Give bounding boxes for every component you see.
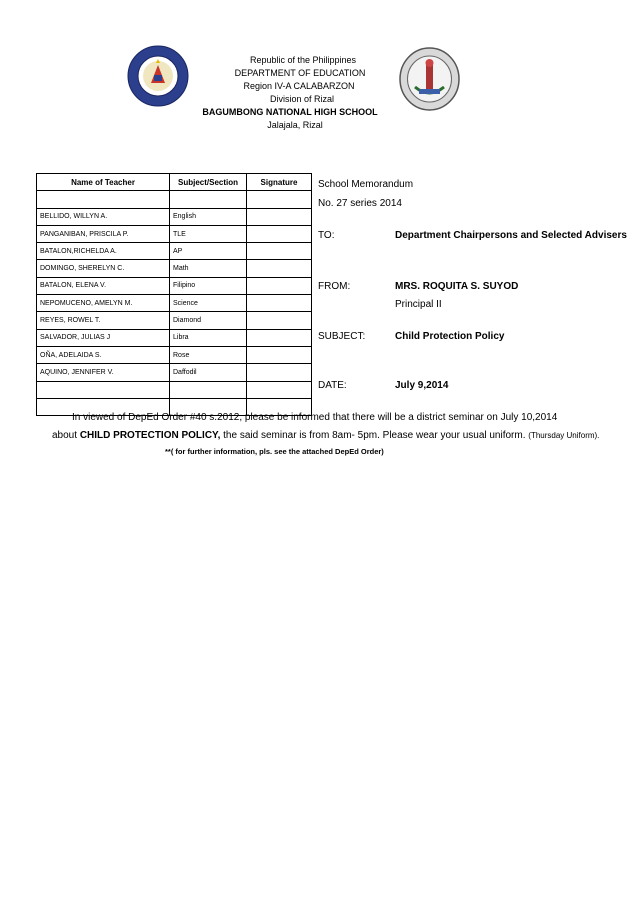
teacher-name-cell: OÑA, ADELAIDA S.	[37, 346, 170, 363]
date-value: July 9,2014	[395, 380, 449, 391]
subject-section-cell: TLE	[170, 225, 247, 242]
to-label: TO:	[318, 230, 335, 241]
signature-cell[interactable]	[247, 277, 312, 294]
signature-cell[interactable]	[247, 364, 312, 381]
table-row	[37, 243, 312, 260]
subject-section-cell: Science	[170, 295, 247, 312]
teacher-name-cell: SALVADOR, JULIAS J	[37, 329, 170, 346]
table-row	[37, 329, 312, 346]
body-line-2	[52, 430, 599, 441]
signature-cell[interactable]	[247, 312, 312, 329]
subject-section-cell: AP	[170, 243, 247, 260]
teacher-name-cell: PANGANIBAN, PRISCILA P.	[37, 225, 170, 242]
table-row	[37, 208, 312, 225]
table-header-row	[37, 174, 312, 191]
memo-title: School Memorandum	[318, 179, 414, 190]
attached-order-note: **( for further information, pls. see the attached DepEd Order)	[165, 447, 384, 456]
table-row	[37, 346, 312, 363]
signature-cell[interactable]	[247, 381, 312, 398]
to-value: Department Chairpersons and Selected Advisers	[395, 230, 627, 241]
date-label: DATE:	[318, 380, 347, 391]
signature-cell[interactable]	[247, 208, 312, 225]
column-header-name: Name of Teacher	[37, 174, 170, 191]
teacher-name-cell: BATALON, ELENA V.	[37, 277, 170, 294]
teacher-name-cell: AQUINO, JENNIFER V.	[37, 364, 170, 381]
table-row	[37, 225, 312, 242]
teacher-name-cell: BATALON,RICHELDA A.	[37, 243, 170, 260]
signature-cell[interactable]	[247, 329, 312, 346]
subject-section-cell: Daffodil	[170, 364, 247, 381]
signature-cell[interactable]	[247, 260, 312, 277]
subject-section-cell: Libra	[170, 329, 247, 346]
teacher-name-cell	[37, 381, 170, 398]
subject-section-cell: Filipino	[170, 277, 247, 294]
teacher-name-cell: BELLIDO, WILLYN A.	[37, 208, 170, 225]
memo-number: No. 27 series 2014	[318, 198, 402, 209]
table-row	[37, 364, 312, 381]
signature-cell[interactable]	[247, 191, 312, 208]
school-name: BAGUMBONG NATIONAL HIGH SCHOOL	[202, 107, 378, 117]
from-label: FROM:	[318, 281, 351, 292]
table-body	[37, 191, 312, 416]
body-line-2-rest: the said seminar is from 8am- 5pm. Please wear your usual uniform.	[220, 430, 529, 441]
from-position: Principal II	[395, 299, 442, 310]
teacher-name-cell: DOMINGO, SHERELYN C.	[37, 260, 170, 277]
table-row	[37, 312, 312, 329]
column-header-signature: Signature	[247, 174, 312, 191]
teacher-name-cell: NEPOMUCENO, AMELYN M.	[37, 295, 170, 312]
letterhead	[150, 54, 450, 132]
subject-section-cell	[170, 191, 247, 208]
signature-cell[interactable]	[247, 243, 312, 260]
subject-section-cell: Rose	[170, 346, 247, 363]
signature-cell[interactable]	[247, 295, 312, 312]
subject-value: Child Protection Policy	[395, 331, 505, 342]
republic-line: Republic of the Philippines	[249, 55, 357, 65]
teacher-signature-table	[36, 173, 312, 416]
region-line: Region IV-A CALABARZON	[243, 81, 355, 91]
table-row	[37, 381, 312, 398]
signature-cell[interactable]	[247, 225, 312, 242]
table-row	[37, 260, 312, 277]
subject-label: SUBJECT:	[318, 331, 366, 342]
teacher-name-cell: REYES, ROWEL T.	[37, 312, 170, 329]
subject-section-cell: English	[170, 208, 247, 225]
body-line-1: In viewed of DepEd Order #40 s.2012, please be informed that there will be a district seminar on July 10,2014	[72, 412, 558, 423]
subject-section-cell	[170, 381, 247, 398]
signature-cell[interactable]	[247, 346, 312, 363]
body-line-2-small: (Thursday Uniform).	[528, 431, 600, 440]
school-location: Jalajala, Rizal	[267, 120, 323, 130]
table-row	[37, 295, 312, 312]
subject-section-cell: Diamond	[170, 312, 247, 329]
body-line-2-bold: CHILD PROTECTION POLICY,	[79, 430, 221, 441]
subject-section-cell: Math	[170, 260, 247, 277]
table-row	[37, 277, 312, 294]
body-line-2-prefix: about	[52, 430, 80, 441]
column-header-subject: Subject/Section	[170, 174, 247, 191]
division-line: Division of Rizal	[269, 94, 335, 104]
from-name: MRS. ROQUITA S. SUYOD	[395, 281, 519, 292]
department-line: DEPARTMENT OF EDUCATION	[234, 68, 366, 78]
teacher-name-cell	[37, 191, 170, 208]
table-row	[37, 191, 312, 208]
